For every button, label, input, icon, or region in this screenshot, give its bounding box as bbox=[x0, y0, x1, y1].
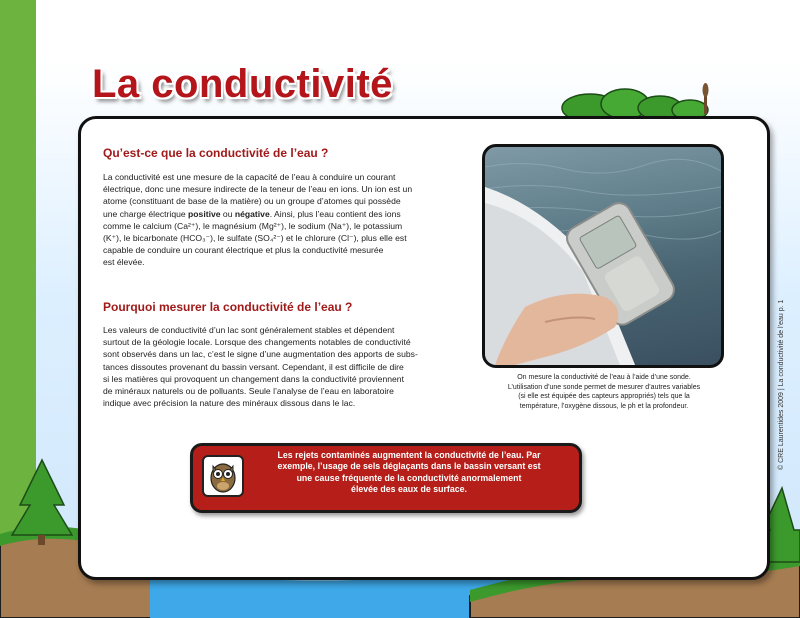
callout-line: Les rejets contaminés augmentent la conductivité de l’eau. Par bbox=[277, 450, 541, 460]
warning-callout bbox=[190, 443, 582, 513]
section2-paragraph bbox=[103, 324, 443, 409]
section2-line: Les valeurs de conductivité d’un lac sont généralement stables et dépendent bbox=[103, 325, 395, 335]
section2-heading: Pourquoi mesurer la conductivité de l’eau ? bbox=[103, 300, 353, 314]
text-span: . Ainsi, plus l’eau contient des ions bbox=[269, 208, 401, 219]
section2-line: si les matières qui provoquent un changement dans la conductivité proviennent bbox=[103, 373, 404, 384]
caption-line: On mesure la conductivité de l’eau à l’aide d’une sonde. bbox=[517, 374, 691, 381]
section1-line: comme le calcium (Ca²⁺), le magnésium (Mg²⁺), le sodium (Na⁺), le potassium bbox=[103, 220, 403, 231]
photo-illustration bbox=[485, 147, 721, 365]
bold-positive: positive bbox=[188, 208, 221, 219]
section1-paragraph bbox=[103, 171, 443, 269]
copyright-credit: © CRE Laurentides 2009 | La conductivité de l’eau p. 1 bbox=[778, 299, 785, 470]
section1-line: électrique, donc une mesure indirecte de la teneur de l’eau en ions. Un ion est un bbox=[103, 184, 413, 195]
page-title: La conductivité bbox=[92, 62, 393, 106]
caption-line: (si elle est équipée des capteurs appropriés) tels que la bbox=[518, 393, 690, 401]
callout-line: exemple, l’usage de sels déglaçants dans le bassin versant est bbox=[277, 461, 541, 472]
callout-text bbox=[249, 450, 569, 496]
section2-line: sont observés dans un lac, c’est le signe d’une augmentation des apports de subs- bbox=[103, 349, 418, 360]
section2-line: indique avec précision la nature des minéraux dissous dans le lac. bbox=[103, 398, 356, 409]
photo-caption bbox=[496, 373, 712, 411]
section1-heading: Qu’est-ce que la conductivité de l’eau ? bbox=[103, 146, 329, 160]
section1-line: atome (constituant de base de la matière) ou un groupe d’atomes qui possède bbox=[103, 196, 401, 207]
callout-line: une cause fréquente de la conductivité anormalement bbox=[296, 472, 522, 483]
section2-line: tances dissoutes provenant du bassin versant. Cependant, il est difficile de dire bbox=[103, 361, 404, 372]
section2-line: de minéraux naturels ou de polluants. Seule l’analyse de l’eau en laboratoire bbox=[103, 386, 394, 397]
conductivity-probe-photo bbox=[482, 144, 724, 368]
callout-line: élevée des eaux de surface. bbox=[351, 484, 467, 495]
section1-line: La conductivité est une mesure de la capacité de l’eau à conduire un courant bbox=[103, 172, 396, 182]
section1-line: est élevée. bbox=[103, 257, 145, 268]
text-span: ou bbox=[220, 208, 235, 219]
caption-line: L’utilisation d’une sonde permet de mesurer d’autres variables bbox=[507, 383, 701, 391]
text-span: une charge électrique bbox=[103, 208, 189, 219]
owl-icon bbox=[204, 457, 242, 495]
bold-negative: négative bbox=[234, 208, 270, 219]
section1-line: (K⁺), le bicarbonate (HCO₃⁻), le sulfate (SO₄²⁻) et le chlorure (Cl⁻), plus elle est bbox=[103, 233, 407, 244]
section2-line: surtout de la géologie locale. Lorsque des changements notables de conductivité bbox=[103, 337, 411, 348]
caption-line: température, l’oxygène dissous, le ph et la profondeur. bbox=[519, 402, 689, 410]
owl-icon-box bbox=[202, 455, 244, 497]
section1-line: capable de conduire un courant électrique et plus la conductivité mesurée bbox=[103, 245, 384, 256]
section1-line bbox=[103, 208, 443, 220]
